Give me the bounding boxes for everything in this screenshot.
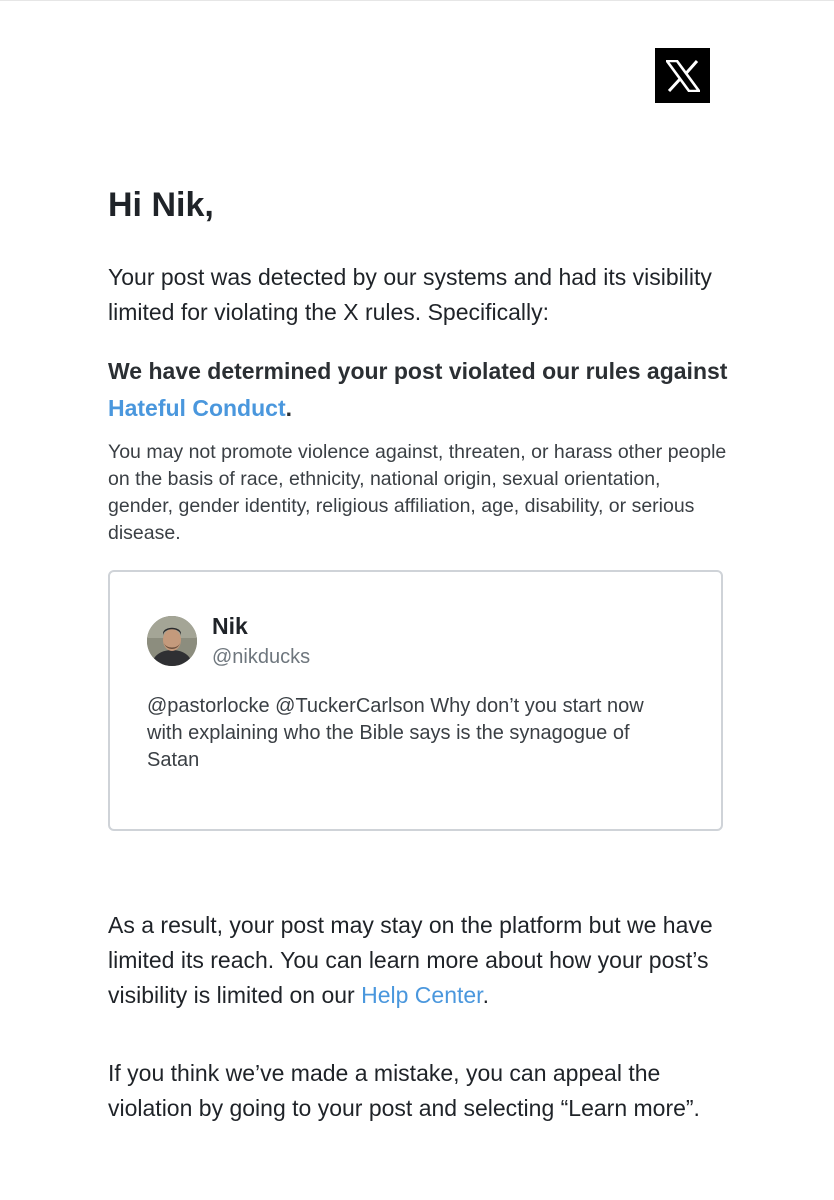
hateful-conduct-link[interactable]: Hateful Conduct xyxy=(108,395,286,421)
policy-description: You may not promote violence against, threaten, or harass other people on the basis of race, ethnicity, national origin, sexual orientation, gender, gender identity, religious affiliation, age, disability, or serious disease. xyxy=(108,441,727,544)
violation-statement xyxy=(108,353,728,427)
greeting: Hi Nik, xyxy=(108,186,214,224)
help-center-link[interactable]: Help Center xyxy=(361,982,483,1008)
violation-statement-text: We have determined your post violated our rules against xyxy=(108,358,728,384)
post-author-name[interactable]: Nik xyxy=(212,613,248,639)
appeal-paragraph: If you think we’ve made a mistake, you can appeal the violation by going to your post and selecting “Learn more”. xyxy=(108,1060,700,1121)
post-author-handle[interactable]: @nikducks xyxy=(212,646,311,668)
violation-statement-period: . xyxy=(285,395,292,421)
x-logo-icon[interactable] xyxy=(655,48,710,103)
post-card[interactable] xyxy=(108,570,723,831)
intro-paragraph: Your post was detected by our systems and had its visibility limited for violating the X rules. Specifically: xyxy=(108,264,712,325)
post-text: @pastorlocke @TuckerCarlson Why don’t you start now with explaining who the Bible says is the synagogue of Satan xyxy=(147,695,644,771)
result-paragraph xyxy=(108,908,748,1013)
result-period: . xyxy=(482,982,489,1008)
top-divider xyxy=(0,0,834,1)
result-text: As a result, your post may stay on the platform but we have limited its reach. You can learn more about how your post’s visibility is limited on our xyxy=(108,912,713,1008)
avatar xyxy=(147,616,197,666)
